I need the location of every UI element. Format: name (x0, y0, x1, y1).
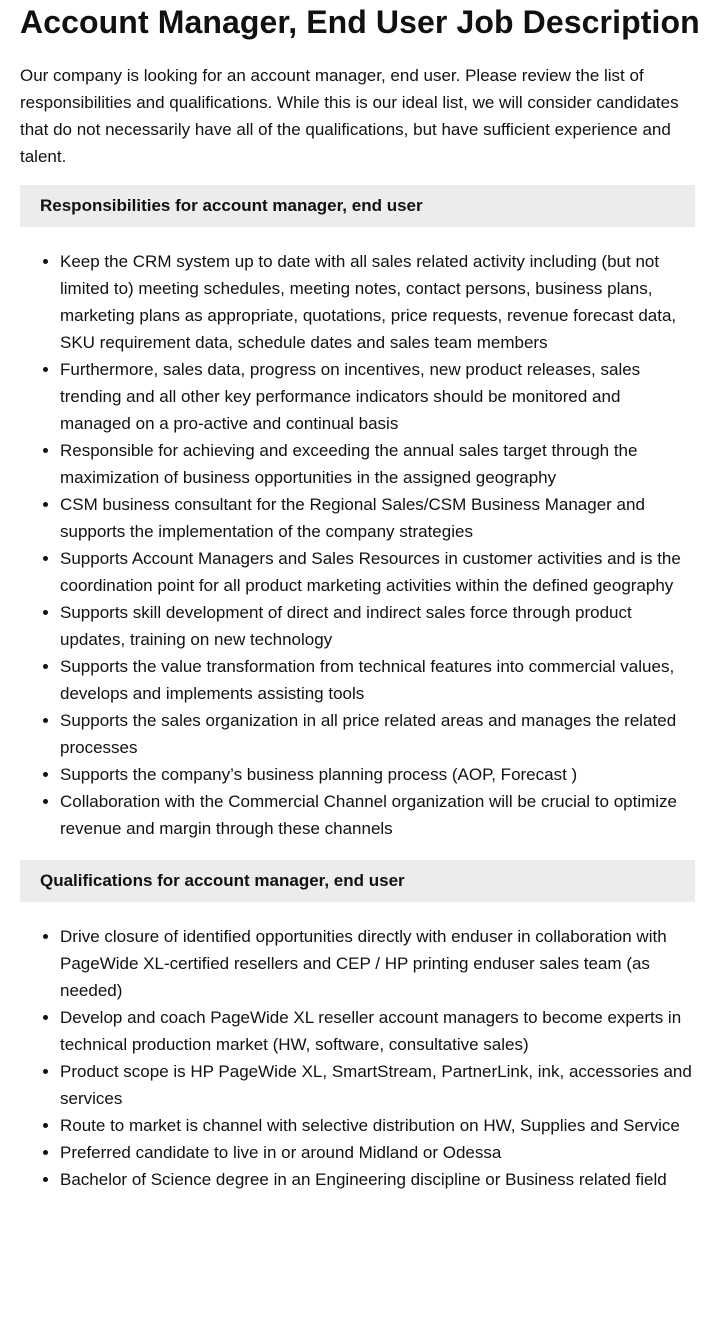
list-item: • Collaboration with the Commercial Channel organization will be crucial to optimize revenue and margin through these channels (60, 788, 695, 842)
list-item: • Keep the CRM system up to date with all sales related activity including (but not limited to) meeting schedules, meeting notes, contact persons, business plans, marketing plans as appropriate, quotations, price requests, revenue forecast data, SKU requirement data, schedule dates and sales team members (60, 248, 695, 356)
list-item: • Product scope is HP PageWide XL, SmartStream, PartnerLink, ink, accessories and services (60, 1058, 695, 1112)
section-gap (20, 842, 695, 860)
list-item: • Furthermore, sales data, progress on incentives, new product releases, sales trending and all other key performance indicators should be monitored and managed on a pro-active and continual basis (60, 356, 695, 437)
list-item: • Preferred candidate to live in or around Midland or Odessa (60, 1139, 695, 1166)
list-item: • Supports the company’s business planning process (AOP, Forecast ) (60, 761, 695, 788)
list-item: • Responsible for achieving and exceeding the annual sales target through the maximization of business opportunities in the assigned geography (60, 437, 695, 491)
qualifications-heading: Qualifications for account manager, end user (20, 860, 695, 902)
list-item: • Bachelor of Science degree in an Engineering discipline or Business related field (60, 1166, 695, 1193)
list-item: • Supports the value transformation from technical features into commercial values, develops and implements assisting tools (60, 653, 695, 707)
list-item: • Develop and coach PageWide XL reseller account managers to become experts in technical production market (HW, software, consultative sales) (60, 1004, 695, 1058)
list-item: • Supports Account Managers and Sales Resources in customer activities and is the coordination point for all product marketing activities within the defined geography (60, 545, 695, 599)
list-item: • CSM business consultant for the Regional Sales/CSM Business Manager and supports the implementation of the company strategies (60, 491, 695, 545)
intro-paragraph: Our company is looking for an account manager, end user. Please review the list of responsibilities and qualifications. While this is our ideal list, we will consider candidates that do not necessarily have all of the qualifications, but have sufficient experience and talent. (20, 66, 679, 166)
list-item: • Supports the sales organization in all price related areas and manages the related processes (60, 707, 695, 761)
list-item: • Route to market is channel with selective distribution on HW, Supplies and Service (60, 1112, 695, 1139)
responsibilities-heading: Responsibilities for account manager, end user (20, 185, 695, 227)
qualifications-list (20, 923, 695, 1193)
responsibilities-list (20, 248, 695, 842)
page-title: Account Manager, End User Job Description (20, 4, 700, 40)
list-item: • Drive closure of identified opportunities directly with enduser in collaboration with PageWide XL-certified resellers and CEP / HP printing enduser sales team (as needed) (60, 923, 695, 1004)
list-item: • Supports skill development of direct and indirect sales force through product updates, training on new technology (60, 599, 695, 653)
